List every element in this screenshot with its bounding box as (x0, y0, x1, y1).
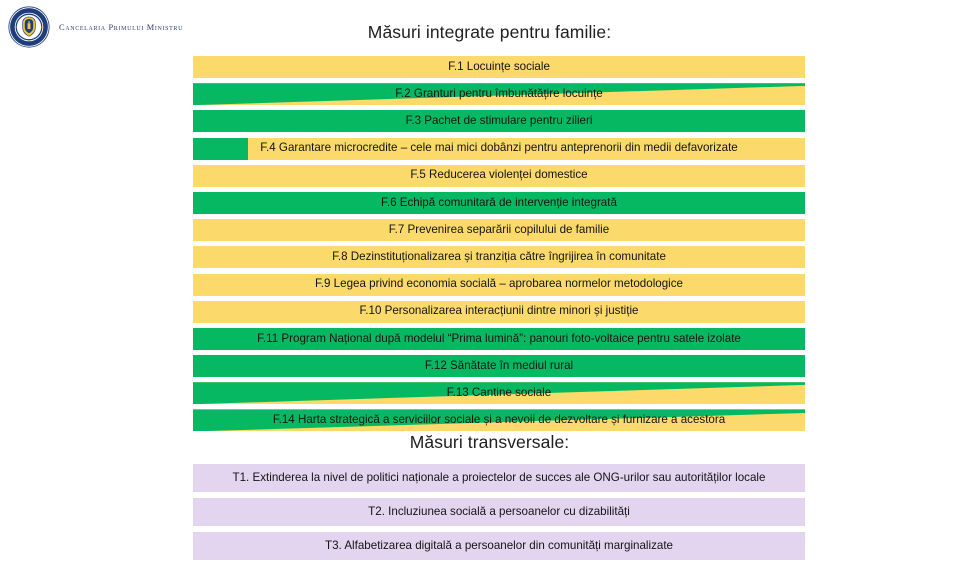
measure-bar-f-7[interactable] (193, 219, 805, 241)
measure-bar-t1[interactable] (193, 464, 805, 492)
measure-bar-f-8[interactable] (193, 246, 805, 268)
page-title-family: Măsuri integrate pentru familie: (367, 22, 612, 42)
measure-label: F.12 Sănătate în mediul rural (424, 358, 574, 372)
measure-label: F.5 Reducerea violenței domestice (410, 168, 588, 182)
measure-bar-f-11[interactable] (193, 328, 805, 350)
measure-bar-t2[interactable] (193, 498, 805, 526)
measure-label: F.3 Pachet de stimulare pentru zilieri (405, 114, 593, 127)
transversal-measures-list (193, 464, 805, 566)
measure-label: F.10 Personalizarea interacțiunii dintre minori și justiție (359, 304, 639, 318)
measure-label: F.8 Dezinstituționalizarea și tranziția către îngrijirea în comunitate (332, 249, 666, 263)
measure-bar-f-12[interactable] (193, 355, 805, 377)
measure-label: F.4 Garantare microcredite – cele mai mici dobânzi pentru anteprenorii din medii defavorizate (260, 141, 738, 155)
page-title-transversale: Măsuri transversale: (409, 432, 570, 452)
measure-bar-f-2[interactable] (193, 83, 805, 105)
measure-label: F.2 Granturi pentru îmbunătățire locuințe (395, 86, 603, 100)
measure-bar-f-9[interactable] (193, 274, 805, 296)
measure-label: F.9 Legea privind economia socială – aprobarea normelor metodologice (315, 277, 683, 291)
measure-bar-f-6[interactable] (193, 192, 805, 214)
measure-label: F.14 Harta strategică a serviciilor sociale și a nevoii de dezvoltare și furnizare a acestora (272, 413, 726, 427)
measure-bar-f-5[interactable] (193, 165, 805, 187)
measure-bar-f-14[interactable] (193, 409, 805, 431)
measure-label: F.1 Locuințe sociale (448, 59, 550, 73)
measure-bar-t3[interactable] (193, 532, 805, 560)
measure-label: F.13 Cantine sociale (446, 385, 552, 399)
family-measures-list (193, 56, 805, 437)
measure-bar-f-10[interactable] (193, 301, 805, 323)
measure-label: T3. Alfabetizarea digitală a persoanelor din comunități marginalizate (324, 538, 673, 552)
measure-label: F.7 Prevenirea separării copilului de familie (388, 222, 610, 236)
measure-bar-f-4[interactable] (193, 138, 805, 160)
measure-label: F.11 Program Național după modelul “Prima lumină”: panouri foto-voltaice pentru satele izolate (257, 331, 741, 345)
measure-label: F.6 Echipă comunitară de intervenție integrată (381, 195, 617, 209)
measure-label: T2. Incluziunea socială a persoanelor cu dizabilități (368, 504, 630, 518)
measure-bar-f-3[interactable] (193, 110, 805, 132)
measure-label: T1. Extinderea la nivel de politici naționale a proiectelor de succes ale ONG-urilor sau autorităților locale (232, 470, 766, 484)
measure-bar-f-1[interactable] (193, 56, 805, 78)
brand-label: Cancelaria Primului Ministru (59, 22, 184, 32)
measure-bar-f-13[interactable] (193, 382, 805, 404)
